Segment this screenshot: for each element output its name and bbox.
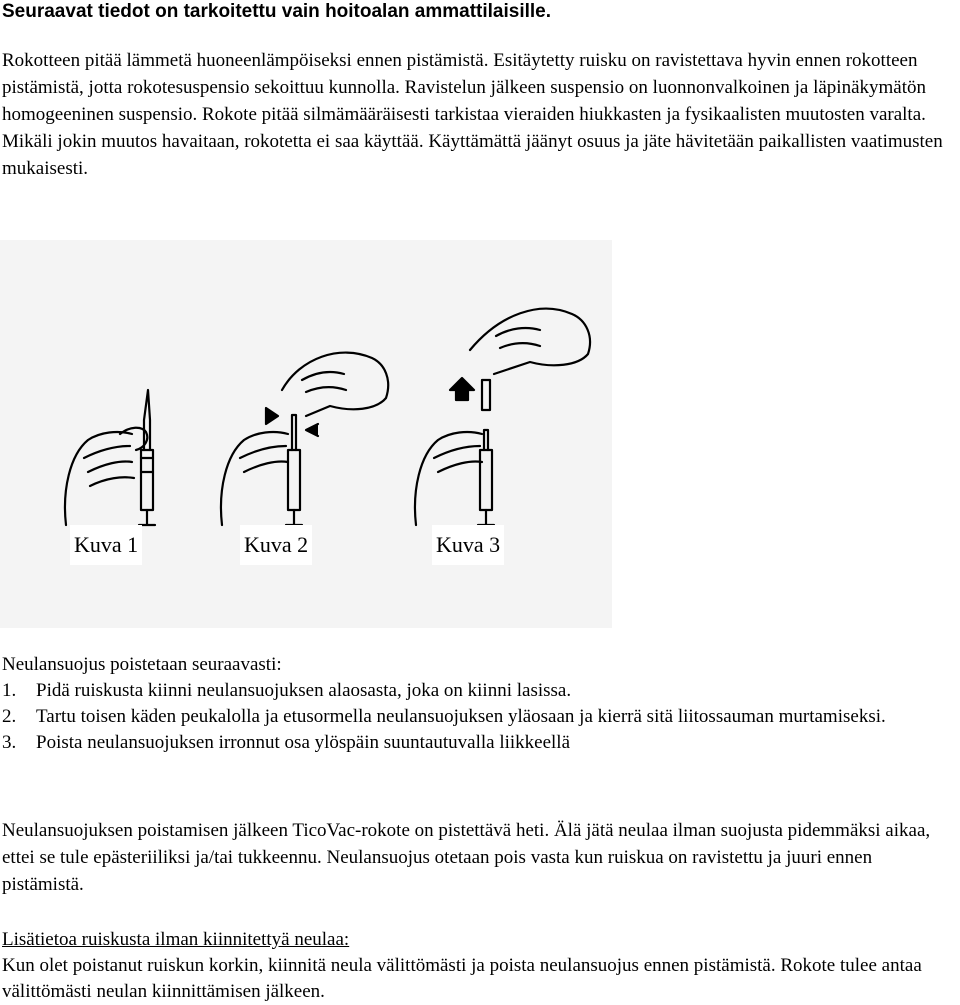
step-item	[2, 730, 958, 756]
step-text: Pidä ruiskusta kiinni neulansuojuksen alaosasta, joka on kiinni lasissa.	[36, 680, 572, 701]
page-heading: Seuraavat tiedot on tarkoitettu vain hoitoalan ammattilaisille.	[2, 1, 552, 22]
syringe-illustration	[0, 240, 612, 628]
step-number: 3.	[2, 732, 17, 753]
figure-background	[0, 240, 612, 628]
steps-list	[2, 678, 958, 756]
step-item	[2, 678, 958, 704]
after-removal-paragraph: Neulansuojuksen poistamisen jälkeen TicoVac-rokote on pistettävä heti. Älä jätä neulaa ilman suojusta pidemmäksi aikaa, ettei se tule epästeriiliksi ja/tai tukkeennu. Neulansuojus otetaan pois vasta kun ruiskua on ravistettu ja juuri ennen pistämistä.	[2, 820, 931, 895]
additional-info-heading: Lisätietoa ruiskusta ilman kiinnitettyä neulaa:	[2, 929, 350, 950]
caption-figure-1: Kuva 1	[70, 525, 142, 565]
steps-title: Neulansuojus poistetaan seuraavasti:	[2, 654, 282, 675]
step-item	[2, 704, 958, 730]
caption-figure-3: Kuva 3	[432, 525, 504, 565]
caption-figure-2: Kuva 2	[240, 525, 312, 565]
additional-info-paragraph: Kun olet poistanut ruiskun korkin, kiinnitä neula välittömästi ja poista neulansuojus ennen pistämistä. Rokote tulee antaa välittömästi neulan kiinnittämisen jälkeen.	[2, 955, 922, 1002]
preparation-paragraph: Rokotteen pitää lämmetä huoneenlämpöiseksi ennen pistämistä. Esitäytetty ruisku on ravistettava hyvin ennen rokotteen pistämistä, jotta rokotesuspensio sekoittuu kunnolla. Ravistelun jälkeen suspensio on luonnonvalkoinen ja läpinäkymätön homogeeninen suspensio. Rokote pitää silmämääräisesti tarkistaa vieraiden hiukkasten ja fysikaalisten muutosten varalta. Mikäli jokin muutos havaitaan, rokotetta ei saa käyttää. Käyttämättä jäänyt osuus ja jäte hävitetään paikallisten vaatimusten mukaisesti.	[2, 50, 943, 179]
syringe-drawing	[0, 240, 612, 628]
step-text: Poista neulansuojuksen irronnut osa ylöspäin suuntautuvalla liikkeellä	[36, 732, 571, 753]
step-number: 2.	[2, 706, 17, 727]
step-number: 1.	[2, 680, 17, 701]
step-text: Tartu toisen käden peukalolla ja etusormella neulansuojuksen yläosaan ja kierrä sitä liitossauman murtamiseksi.	[36, 706, 886, 727]
